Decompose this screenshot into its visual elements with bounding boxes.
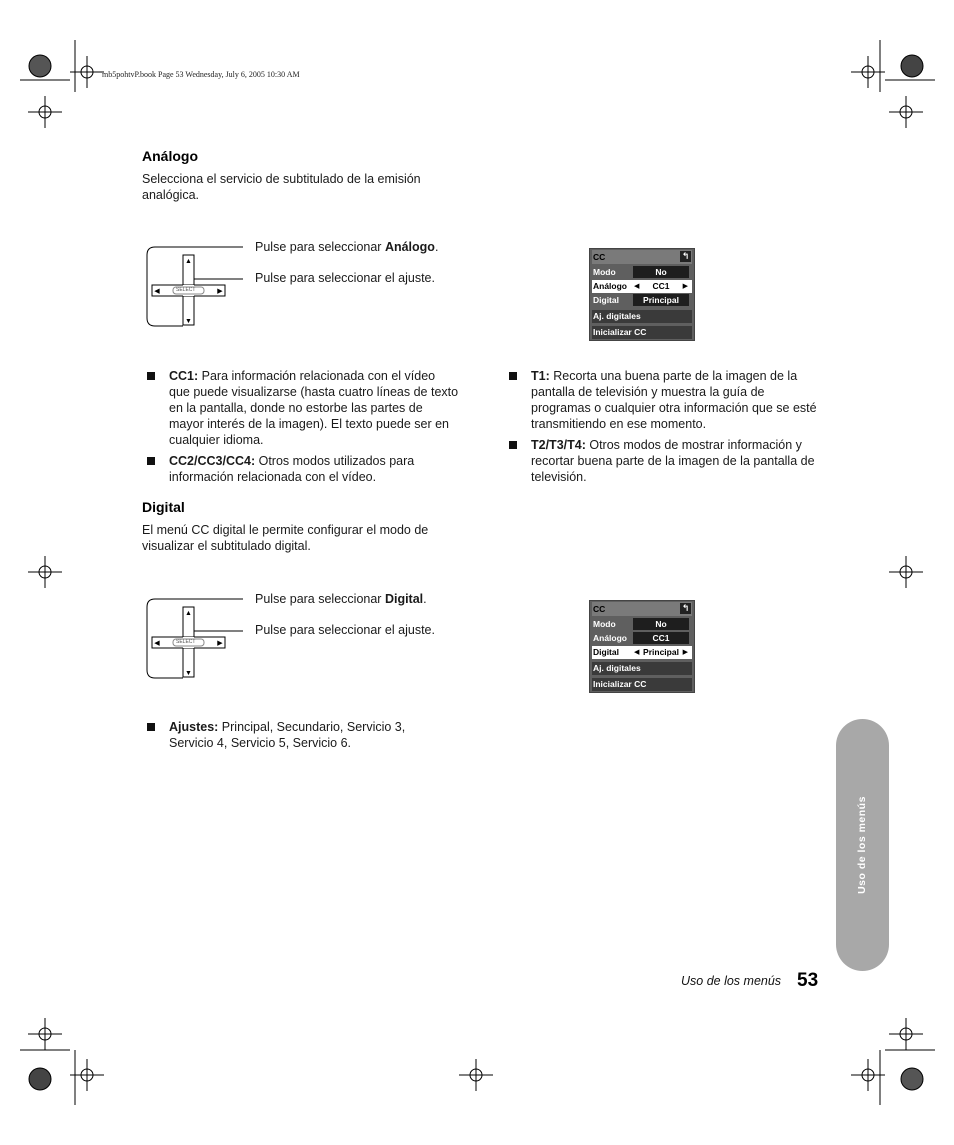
cc-menu-analog: [589, 248, 695, 341]
bullet-cc1: CC1: Para información relacionada con el vídeo que puede visualizarse (hasta cuatro líneas de texto en la pantalla, donde no estorbe las partes de mayor interés de la imagen). El texto puede ser en cualquier idioma.: [169, 368, 459, 448]
menu-bar-reset: Inicializar CC: [593, 679, 647, 689]
crosshair-icon: [28, 56, 923, 1091]
arrow-right-icon: ▶: [682, 283, 688, 290]
dpad-diagram-analog: [145, 243, 250, 333]
dpad-select-label: SELECT: [176, 287, 196, 293]
menu-title: CC: [593, 252, 606, 262]
menu-row-label: Modo: [593, 267, 616, 277]
menu-row-value: Principal: [643, 647, 679, 657]
print-header: mb5pohtvP.book Page 53 Wednesday, July 6, 2005 10:30 AM: [102, 70, 300, 79]
bullet-square-icon: [147, 372, 155, 380]
menu-bar-reset: Inicializar CC: [593, 327, 647, 337]
svg-text:▶: ▶: [217, 288, 223, 295]
bullet-square-icon: [509, 372, 517, 380]
callout-digital-adjust: Pulse para seleccionar el ajuste.: [255, 623, 435, 637]
back-icon: ↰: [681, 251, 690, 261]
page-number: 53: [797, 970, 819, 991]
callout-analog-adjust: Pulse para seleccionar el ajuste.: [255, 271, 435, 285]
svg-text:◀: ◀: [154, 640, 160, 647]
menu-row-label: Digital: [593, 295, 619, 305]
menu-row-label: Análogo: [593, 633, 627, 643]
bullet-t1: T1: Recorta una buena parte de la imagen de la pantalla de televisión y muestra la guía de programas o cualquier otra información que se esté transmitiendo en ese momento.: [531, 368, 821, 432]
svg-text:▲: ▲: [185, 258, 192, 265]
dpad-diagram-digital: [145, 595, 250, 685]
back-icon: ↰: [681, 603, 690, 613]
color-target-icon: [29, 55, 923, 1090]
bullet-ajustes: Ajustes: Principal, Secundario, Servicio 3, Servicio 4, Servicio 5, Servicio 6.: [169, 719, 439, 751]
menu-row-value: No: [633, 266, 689, 278]
menu-row-value: Principal: [633, 294, 689, 306]
callout-digital-select: Pulse para seleccionar Digital.: [255, 592, 427, 606]
menu-bar-digital-settings: Aj. digitales: [593, 311, 641, 321]
menu-row-label: Modo: [593, 619, 616, 629]
bullet-square-icon: [509, 441, 517, 449]
svg-text:◀: ◀: [154, 288, 160, 295]
section-heading-digital: Digital: [142, 499, 185, 515]
menu-title: CC: [593, 604, 606, 614]
analog-description: Selecciona el servicio de subtitulado de la emisión analógica.: [142, 172, 421, 202]
svg-text:▼: ▼: [185, 318, 192, 325]
svg-text:▲: ▲: [185, 610, 192, 617]
arrow-left-icon: ◀: [634, 283, 640, 290]
menu-row-label: Digital: [593, 647, 619, 657]
svg-text:▼: ▼: [185, 670, 192, 677]
arrow-right-icon: ▶: [682, 649, 688, 656]
arrow-left-icon: ◀: [634, 649, 640, 656]
footer-section-title: Uso de los menús: [681, 974, 782, 988]
callout-analog-select: Pulse para seleccionar Análogo.: [255, 240, 439, 254]
menu-row-label: Análogo: [593, 281, 627, 291]
digital-description: El menú CC digital le permite configurar el modo de visualizar el subtitulado digital.: [142, 523, 429, 553]
bullet-square-icon: [147, 723, 155, 731]
dpad-select-label: SELECT: [176, 639, 196, 645]
cc-menu-digital: [589, 600, 695, 693]
menu-bar-digital-settings: Aj. digitales: [593, 663, 641, 673]
menu-row-value: CC1: [633, 632, 689, 644]
section-heading-analog: Análogo: [142, 148, 198, 164]
menu-row-value: CC1: [652, 281, 670, 291]
chapter-tab-label: Uso de los menús: [856, 796, 868, 894]
menu-row-value: No: [633, 618, 689, 630]
bullet-cc2-cc4: CC2/CC3/CC4: Otros modos utilizados para información relacionada con el vídeo.: [169, 453, 459, 485]
svg-text:▶: ▶: [217, 640, 223, 647]
bullet-t2-t4: T2/T3/T4: Otros modos de mostrar información y recortar buena parte de la imagen de la pantalla de televisión.: [531, 437, 821, 485]
bullet-square-icon: [147, 457, 155, 465]
